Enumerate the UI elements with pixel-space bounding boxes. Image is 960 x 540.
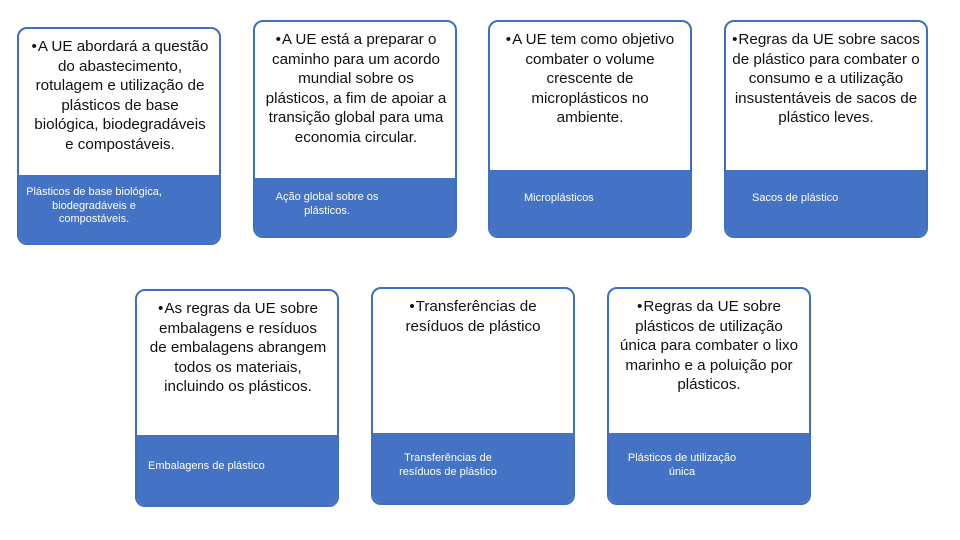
- card-description: [255, 22, 455, 148]
- card-label: [726, 170, 926, 236]
- card-plastic-bags: [724, 20, 928, 238]
- card-description: [137, 291, 337, 397]
- bullet: •: [505, 31, 512, 48]
- card-description-text: A UE abordará a questão do abastecimento, rotulagem e utilização de plásticos de base biológica, biodegradáveis e compostáveis.: [34, 38, 209, 153]
- card-description: [19, 29, 219, 155]
- bullet: •: [31, 38, 37, 55]
- card-label: [373, 433, 573, 503]
- card-description: [490, 22, 690, 128]
- bullet: •: [732, 31, 738, 48]
- card-label: [490, 170, 690, 236]
- card-description: [726, 22, 926, 128]
- card-description-text: As regras da UE sobre embalagens e resíduos de embalagens abrangem todos os materiais, incluindo os plásticos.: [149, 300, 327, 396]
- card-label-text: Ação global sobre os plásticos.: [275, 191, 379, 217]
- card-label-text: Microplásticos: [524, 192, 594, 204]
- bullet: •: [275, 31, 281, 48]
- card-description: [609, 289, 809, 395]
- card-label-text: Embalagens de plástico: [148, 460, 265, 472]
- card-label: [137, 435, 337, 505]
- card-description-text: A UE está a preparar o caminho para um acordo mundial sobre os plásticos, a fim de apoiar a transição global para uma economia circular.: [265, 31, 447, 146]
- card-description-text: A UE tem como objetivo combater o volume crescente de microplásticos no ambiente.: [512, 31, 675, 127]
- bullet: •: [409, 298, 415, 315]
- card-description: [373, 289, 573, 336]
- card-single-use: [607, 287, 811, 505]
- card-label-text: Transferências de resíduos de plástico: [399, 452, 497, 478]
- card-label: [255, 178, 455, 236]
- card-description-text: Regras da UE sobre plásticos de utilização única para combater o lixo marinho e a poluição por plásticos.: [619, 298, 799, 394]
- card-description-text: Transferências de resíduos de plástico: [405, 298, 541, 335]
- card-label-text: Sacos de plástico: [752, 192, 839, 204]
- card-label: [609, 433, 809, 503]
- card-bio-plastics: [17, 27, 221, 245]
- bullet: •: [637, 298, 643, 315]
- card-microplastics: [488, 20, 692, 238]
- card-description-text: Regras da UE sobre sacos de plástico para combater o consumo e a utilização insustentáveis de sacos de plástico leves.: [732, 31, 920, 127]
- card-label-text: Plásticos de utilização única: [627, 452, 737, 478]
- card-packaging: [135, 289, 339, 507]
- card-label: [19, 175, 219, 243]
- bullet: •: [158, 300, 164, 317]
- card-global-action: [253, 20, 457, 238]
- card-waste-shipments: [371, 287, 575, 505]
- card-label-text: Plásticos de base biológica, biodegradáveis e compostáveis.: [26, 186, 162, 225]
